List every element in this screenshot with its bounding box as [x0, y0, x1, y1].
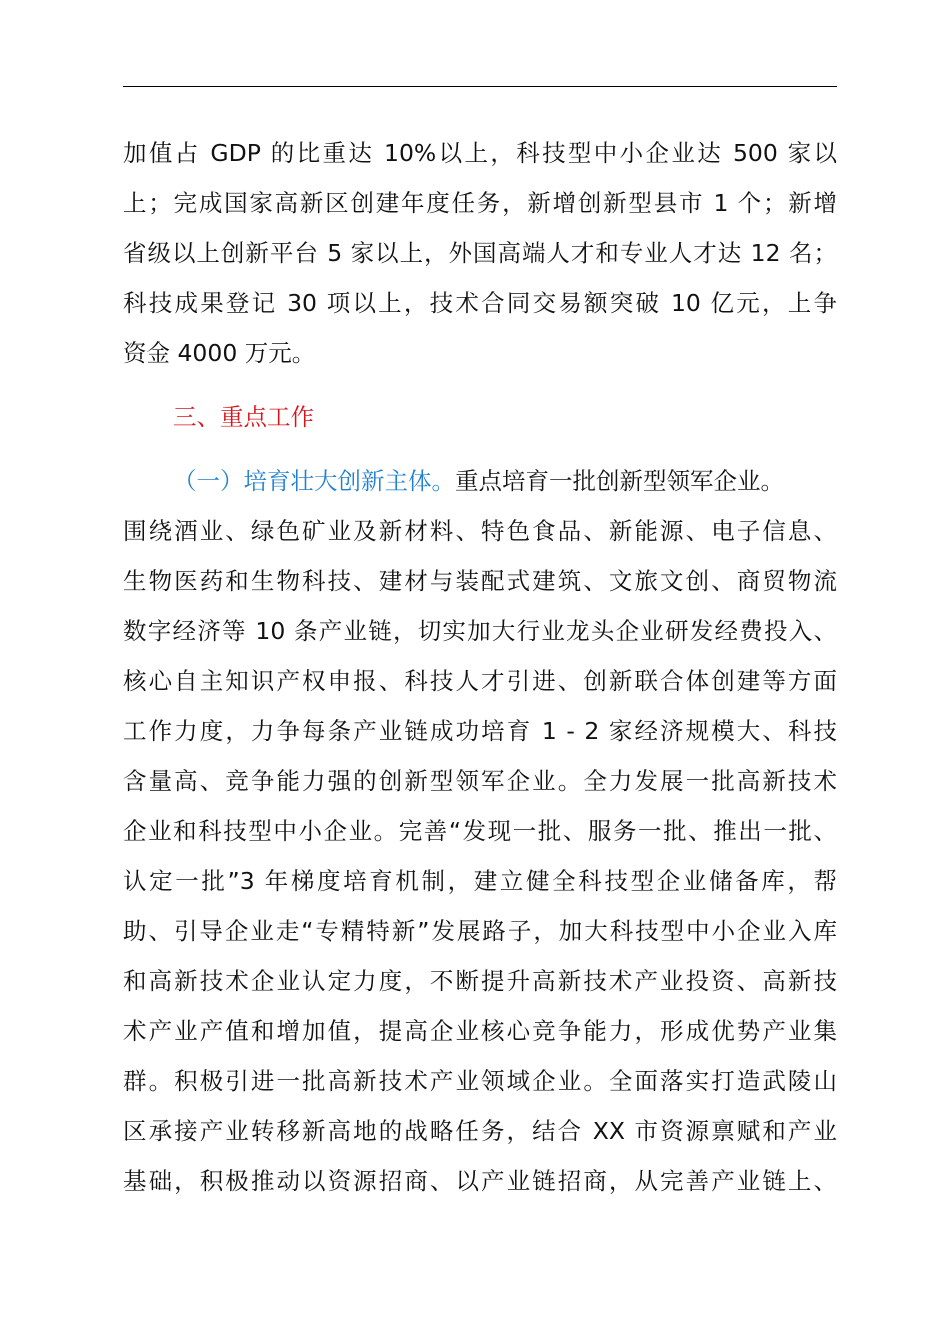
text-line: 和高新技术企业认定力度，不断提升高新技术产业投资、高新技: [123, 967, 837, 995]
text-line: 认定一批”3 年梯度培育机制，建立健全科技型企业储备库，帮: [123, 867, 837, 895]
text-line: 数字经济等 10 条产业链，切实加大行业龙头企业研发经费投入、: [123, 617, 837, 645]
section-heading: 三、重点工作: [173, 403, 314, 431]
first-text-line: [123, 456, 837, 506]
text-line: 基础，积极推动以资源招商、以产业链招商，从完善产业链上、: [123, 1167, 837, 1195]
text-line: 工作力度，力争每条产业链成功培育 1 - 2 家经济规模大、科技: [123, 717, 837, 745]
paragraph-gap: [123, 378, 837, 392]
text-line: 术产业产值和增加值，提高企业核心竞争能力，形成优势产业集: [123, 1017, 837, 1045]
text-line: 资金 4000 万元。: [123, 339, 316, 367]
text-line: 科技成果登记 30 项以上，技术合同交易额突破 10 亿元，上争: [123, 289, 837, 317]
text-line: 加值占 GDP 的比重达 10%以上，科技型中小企业达 500 家以: [123, 139, 837, 167]
header-rule: [123, 86, 837, 87]
paragraph-main: [123, 456, 837, 1206]
text-line: 省级以上创新平台 5 家以上，外国高端人才和专业人才达 12 名；: [123, 239, 837, 267]
paragraph-gap: [123, 442, 837, 456]
text-line: 企业和科技型中小企业。完善“发现一批、服务一批、推出一批、: [123, 817, 837, 845]
text-line: 含量高、竞争能力强的创新型领军企业。全力发展一批高新技术: [123, 767, 837, 795]
text-line: 区承接产业转移新高地的战略任务，结合 XX 市资源禀赋和产业: [123, 1117, 837, 1145]
text-line: 助、引导企业走“专精特新”发展路子，加大科技型中小企业入库: [123, 917, 837, 945]
text-line: 生物医药和生物科技、建材与装配式建筑、文旅文创、商贸物流: [123, 567, 837, 595]
sub-heading: （一）培育壮大创新主体。: [173, 467, 455, 495]
text-line: 围绕酒业、绿色矿业及新材料、特色食品、新能源、电子信息、: [123, 517, 837, 545]
text-line: 核心自主知识产权申报、科技人才引进、创新联合体创建等方面: [123, 667, 837, 695]
first-line-rest: 重点培育一批创新型领军企业。: [455, 467, 784, 495]
paragraph-top: [123, 128, 837, 378]
text-line: 群。积极引进一批高新技术产业领域企业。全面落实打造武陵山: [123, 1067, 837, 1095]
document-body: [123, 128, 837, 1206]
text-line: 上；完成国家高新区创建年度任务，新增创新型县市 1 个；新增: [123, 189, 837, 217]
